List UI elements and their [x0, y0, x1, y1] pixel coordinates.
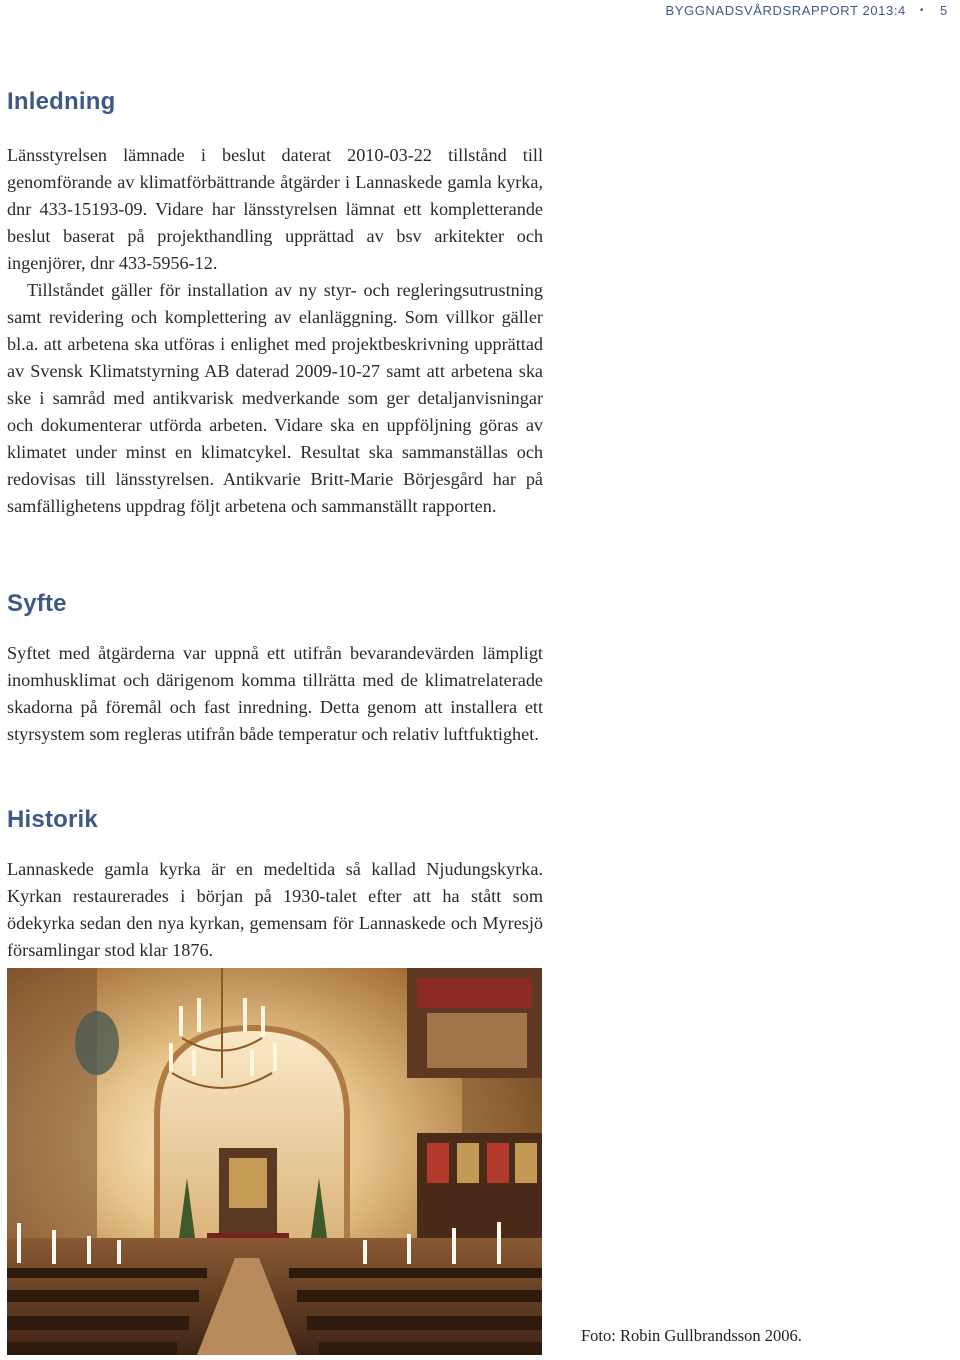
running-header: [665, 0, 960, 22]
report-series: BYGGNADSVÅRDSRAPPORT 2013:4: [665, 3, 906, 18]
section-syfte: [7, 590, 543, 748]
paragraph: Syftet med åtgärderna var uppnå ett utifrån bevarandevärden lämpligt inomhusklimat och därigenom komma tillrätta med de klimatrelaterade skadorna på föremål och fast inredning. Detta genom att installera ett styrsystem som regleras utifrån både temperatur och relativ luftfuktighet.: [7, 643, 543, 744]
paragraph: Länsstyrelsen lämnade i beslut daterat 2010-03-22 tillstånd till genomförande av klimatförbättrande åtgärder i Lannaskede gamla kyrka, dnr 433-15193-09. Vidare har länsstyrelsen lämnat ett kompletterande beslut baserat på projekthandling upprättad av bsv arkitekter och ingenjörer, dnr 433-5956-12.: [7, 145, 543, 273]
photo-caption: Foto: Robin Gullbrandsson 2006.: [581, 1326, 802, 1345]
page-number: 5: [940, 3, 948, 18]
section-historik: [7, 806, 543, 964]
paragraph: Tillståndet gäller för installation av ny styr- och regleringsutrustning samt revidering och komplettering av elanläggning. Som villkor gäller bl.a. att arbetena ska utföras i enlighet med projektbeskrivning upprättad av Svensk Klimatstyrning AB daterad 2009-10-27 samt att arbetena ska ske i samråd med antikvarisk medverkande som ger detaljanvisningar och dokumenterar utförda arbeten. Vidare ska en uppföljning göras av klimatet under minst en klimatcykel. Resultat ska sammanställas och redovisas till länsstyrelsen. Antikvarie Britt-Marie Börjesgård har på samfällighetens uppdrag följt arbetena och sammanställt rapporten.: [7, 280, 543, 516]
church-interior-photo: [7, 968, 542, 1355]
paragraph: Lannaskede gamla kyrka är en medeltida så kallad Njudungskyrka. Kyrkan restaurerades i början på 1930-talet efter att ha stått som ödekyrka sedan den nya kyrkan, gemensam för Lannaskede och Myresjö församlingar stod klar 1876.: [7, 859, 543, 960]
section-inledning: [7, 88, 543, 520]
section-title-historik: Historik: [7, 806, 98, 833]
bullet-separator: •: [919, 5, 924, 16]
section-title-inledning: Inledning: [7, 88, 116, 115]
section-title-syfte: Syfte: [7, 590, 67, 617]
